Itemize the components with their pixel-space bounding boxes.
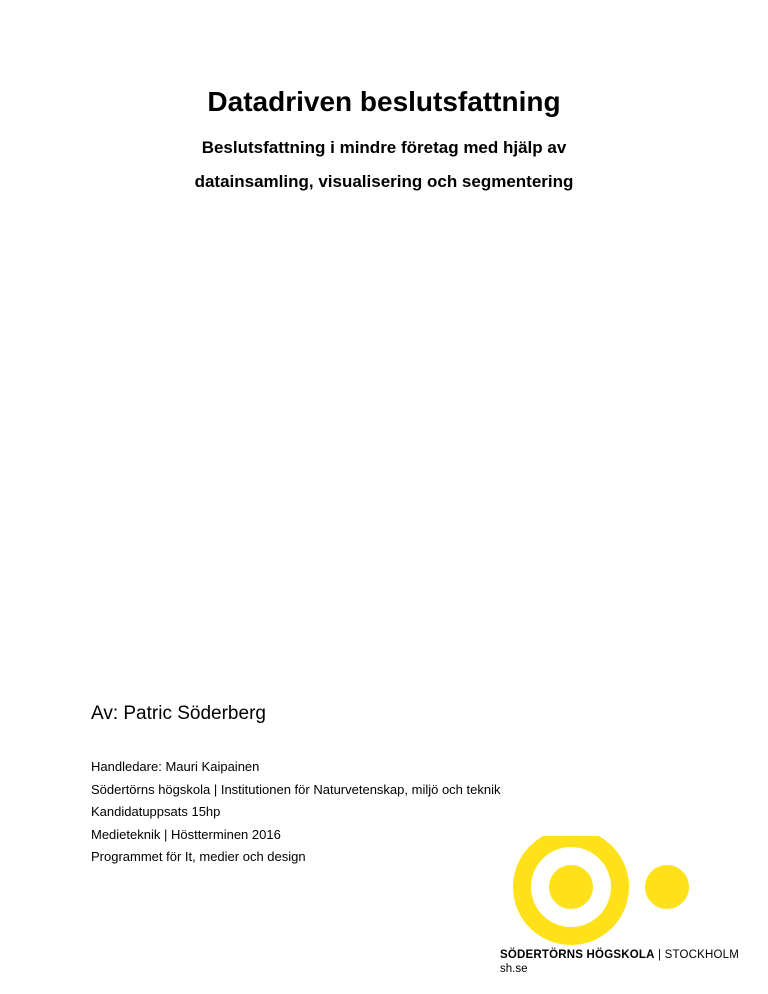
subtitle-line-2: datainsamling, visualisering och segmentering: [194, 172, 574, 191]
logo-url: sh.se: [500, 963, 528, 975]
subtitle-line-1: Beslutsfattning i mindre företag med hjälp av: [201, 138, 567, 157]
logo-mark-icon: [498, 836, 758, 948]
program-line: Programmet för It, medier och design: [91, 849, 306, 864]
logo-city: STOCKHOLM: [664, 949, 740, 961]
university-logo: [498, 836, 758, 976]
author-line: Av: Patric Söderberg: [91, 703, 266, 724]
logo-dot: [645, 865, 689, 909]
institution-line: Södertörns högskola | Institutionen för Naturvetenskap, miljö och teknik: [91, 781, 501, 797]
subject-term-line: Medieteknik | Höstterminen 2016: [91, 826, 281, 842]
logo-university-name: SÖDERTÖRNS HÖGSKOLA: [500, 949, 655, 961]
logo-ring-center: [549, 865, 593, 909]
document-title: Datadriven beslutsfattning: [207, 86, 561, 117]
thesis-type-line: Kandidatuppsats 15hp: [91, 804, 221, 819]
logo-wordmark: [500, 949, 739, 962]
thesis-info-list: [91, 759, 500, 872]
supervisor-line: Handledare: Mauri Kaipainen: [91, 759, 260, 774]
logo-separator: |: [654, 949, 665, 961]
